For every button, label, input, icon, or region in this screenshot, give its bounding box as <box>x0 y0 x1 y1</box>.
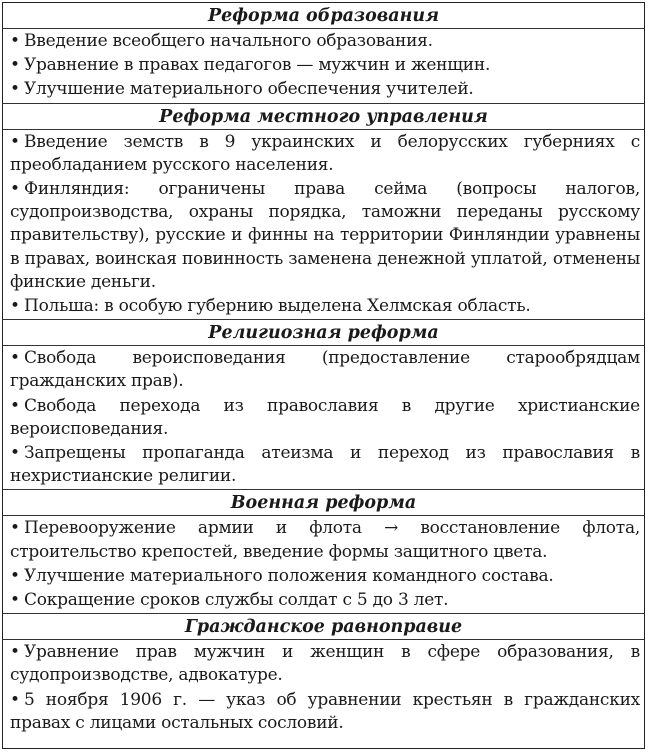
section-title: Религиозная реформа <box>3 320 644 346</box>
bullet-icon: • <box>10 131 20 152</box>
bullet-icon: • <box>10 642 20 663</box>
item-text: Перевооружение армии и флота → восстановление флота, строительство крепостей, введение формы защитного цвета. <box>10 518 640 562</box>
bullet-icon: • <box>10 590 20 611</box>
section-title: Военная реформа <box>3 490 644 516</box>
section-education-reform <box>3 3 644 104</box>
section-religious-reform <box>3 320 644 490</box>
bullet-icon: • <box>10 31 20 51</box>
bullet-icon: • <box>10 296 20 317</box>
list-item <box>10 394 640 441</box>
list-item <box>10 29 640 53</box>
list-item <box>10 294 640 318</box>
bullet-icon: • <box>10 179 20 200</box>
section-military-reform <box>3 490 644 614</box>
bullet-icon: • <box>10 689 20 710</box>
item-text: Улучшение материального положения командного состава. <box>24 565 554 586</box>
list-item <box>10 640 640 687</box>
list-item <box>10 346 640 393</box>
list-item <box>10 53 640 77</box>
bullet-icon: • <box>10 518 20 539</box>
list-item <box>10 441 640 488</box>
section-title: Реформа образования <box>3 3 644 29</box>
item-text: Введение всеобщего начального образования. <box>24 31 433 51</box>
section-title: Реформа местного управления <box>3 104 644 130</box>
item-text: Уравнение в правах педагогов — мужчин и женщин. <box>24 55 491 76</box>
section-local-government-reform <box>3 104 644 321</box>
section-title: Гражданское равноправие <box>3 614 644 640</box>
section-civil-equality <box>3 614 644 736</box>
item-text: Сокращение сроков службы солдат с 5 до 3 лет. <box>24 590 449 611</box>
list-item <box>10 516 640 563</box>
bullet-icon: • <box>10 79 20 100</box>
item-text: Запрещены пропаганда атеизма и переход из православия в нехристианские религии. <box>10 443 640 487</box>
item-text: Финляндия: ограничены права сейма (вопросы налогов, судопроизводства, охраны порядка, таможни переданы русскому правительству), русские и финны на территории Финляндии уравнены в правах, воинская повинность заменена денежной уплатой, отменены финские деньги. <box>10 179 640 292</box>
bullet-icon: • <box>10 395 20 416</box>
bullet-icon: • <box>10 348 20 369</box>
bullet-icon: • <box>10 55 20 76</box>
list-item <box>10 177 640 294</box>
item-text: Улучшение материального обеспечения учителей. <box>24 79 474 100</box>
list-item <box>10 688 640 735</box>
list-item <box>10 130 640 177</box>
item-text: 5 ноября 1906 г. — указ об уравнении крестьян в гражданских правах с лицами остальных сословий. <box>10 689 640 733</box>
list-item <box>10 77 640 101</box>
bullet-icon: • <box>10 565 20 586</box>
item-text: Польша: в особую губернию выделена Хелмская область. <box>24 296 531 317</box>
item-text: Введение земств в 9 украинских и белорусских губерниях с преобладанием русского населения. <box>10 131 640 175</box>
reforms-table <box>2 2 645 749</box>
item-text: Свобода вероисповедания (предоставление старообрядцам гражданских прав). <box>10 348 640 392</box>
bullet-icon: • <box>10 443 20 464</box>
item-text: Свобода перехода из православия в другие христианские вероисповедания. <box>10 395 640 439</box>
list-item <box>10 564 640 588</box>
item-text: Уравнение прав мужчин и женщин в сфере образования, в судопроизводстве, адвокатуре. <box>10 642 640 686</box>
list-item <box>10 588 640 612</box>
